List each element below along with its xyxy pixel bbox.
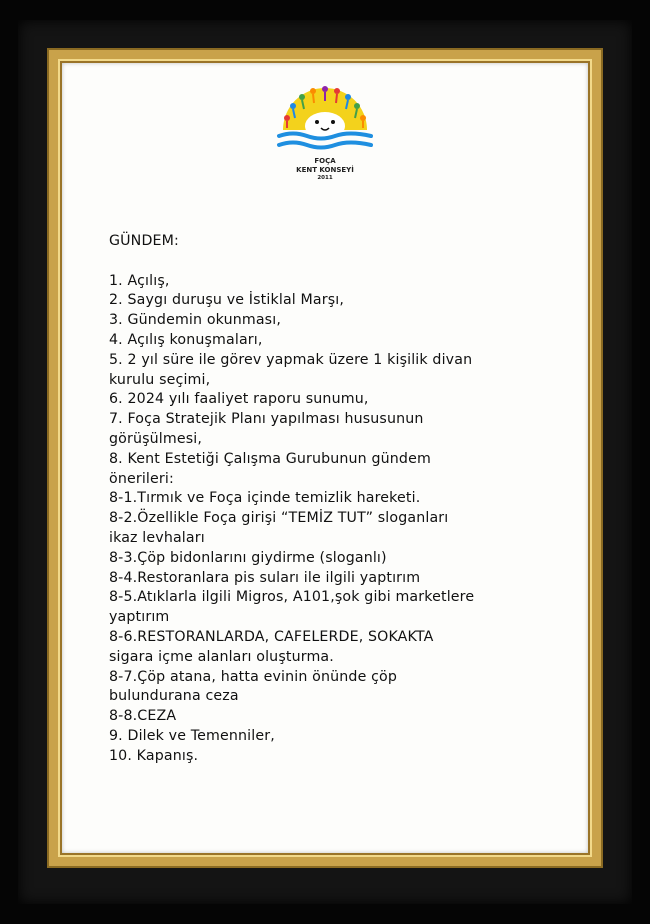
agenda-line: 3. Gündemin okunması,: [109, 312, 281, 329]
agenda-line: 8-6.RESTORANLARDA, CAFELERDE, SOKAKTA: [109, 628, 434, 645]
agenda-line: 8-8.CEZA: [109, 708, 177, 725]
agenda-line: 6. 2024 yılı faaliyet raporu sunumu,: [109, 391, 369, 408]
agenda-line: 2. Saygı duruşu ve İstiklal Marşı,: [109, 292, 345, 309]
agenda-line: 9. Dilek ve Temenniler,: [109, 727, 275, 744]
agenda-list: [109, 272, 569, 767]
agenda-line: 7. Foça Stratejik Planı yapılması hususunun: [109, 411, 424, 428]
agenda-line: 10. Kapanış.: [109, 747, 199, 764]
agenda-line: 8-2.Özellikle Foça girişi “TEMİZ TUT” sloganları: [109, 510, 449, 527]
agenda-line: önerileri:: [109, 470, 174, 487]
agenda-line: 8-3.Çöp bidonlarını giydirme (sloganlı): [109, 549, 387, 566]
agenda-content: [109, 232, 569, 767]
agenda-line: görüşülmesi,: [109, 430, 203, 447]
agenda-line: 8-4.Restoranlara pis suları ile ilgili yaptırım: [109, 569, 421, 586]
agenda-line: 8-7.Çöp atana, hatta evinin önünde çöp: [109, 668, 398, 685]
agenda-line: sigara içme alanları oluşturma.: [109, 648, 334, 665]
agenda-line: 4. Açılış konuşmaları,: [109, 331, 263, 348]
agenda-line: bulundurana ceza: [109, 688, 239, 705]
agenda-line: 8-1.Tırmık ve Foça içinde temizlik hareketi.: [109, 490, 421, 507]
agenda-line: yaptırım: [109, 609, 170, 626]
agenda-heading: GÜNDEM:: [109, 233, 179, 249]
agenda-line: 1. Açılış,: [109, 272, 170, 289]
agenda-line: 5. 2 yıl süre ile görev yapmak üzere 1 kişilik divan: [109, 351, 473, 368]
logo-name-line2: KENT KONSEYİ: [296, 166, 354, 174]
logo-name-line1: FOÇA: [314, 157, 336, 165]
agenda-line: 8-5.Atıklarla ilgili Migros, A101,şok gibi marketlere: [109, 589, 475, 606]
agenda-line: ikaz levhaları: [109, 529, 205, 546]
agenda-line: 8. Kent Estetiği Çalışma Gurubunun gündem: [109, 450, 431, 467]
logo-year: 2011: [317, 175, 333, 181]
agenda-line: kurulu seçimi,: [109, 371, 211, 388]
